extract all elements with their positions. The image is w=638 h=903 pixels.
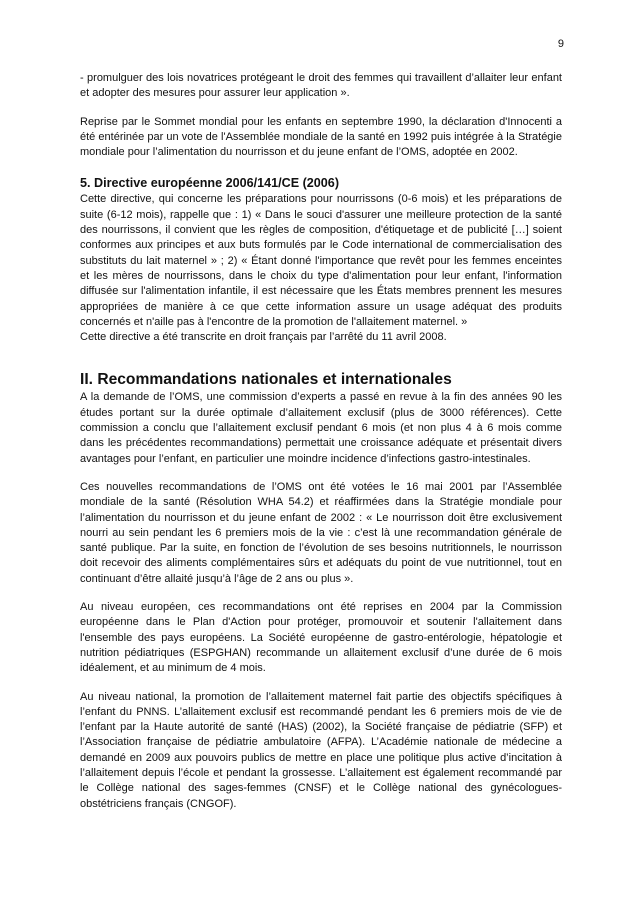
section-5-note: Cette directive a été transcrite en droit français par l’arrêté du 11 avril 2008. (80, 331, 447, 344)
section-5-paragraph: Cette directive, qui concerne les préparations pour nourrissons (0-6 mois) et les préparations de suite (6-12 mois), rappelle que : 1) « Dans le souci d'assurer une meilleure protection de la santé des nourrissons, il convient que les règles de composition, d'étiquetage et de publicité […] soient conformes aux principes et aux buts formulés par le Code international de commercialisation des substituts du lait maternel » ; 2) « Étant donné l'importance que revêt pour les femmes enceintes et les mères de nourrissons, dans le choix du type d'alimentation pour leur enfant, l'information diffusée sur l'alimentation infantile, il est nécessaire que les États membres prennent les mesures appropriées de manière à ce que cette information assure un usage adéquat des produits concernés et n'aille pas à l'encontre de la promotion de l'allaitement maternel. » (80, 193, 562, 328)
section-ii-paragraph: Ces nouvelles recommandations de l’OMS ont été votées le 16 mai 2001 par l’Assemblée mondiale de la santé (Résolution WHA 54.2) et réaffirmées dans la Stratégie mondiale pour l’alimentation du nourrisson et du jeune enfant de 2002 : « Le nourrisson doit être exclusivement nourri au sein pendant les 6 premiers mois de la vie : c’est là une recommandation générale de santé publique. Par la suite, en fonction de l’évolution de ses besoins nutritionnels, le nourrisson doit recevoir des aliments complémentaires sûrs et adéquats du point de vue nutritionnel, tout en continuant d’être allaité jusqu’à l’âge de 2 ans ou plus ». (80, 480, 562, 585)
page-content (80, 71, 562, 812)
section-ii-paragraph: A la demande de l’OMS, une commission d’experts a passé en revue à la fin des années 90 les études portant sur la durée optimale d’allaitement exclusif (plus de 3000 références). Cette commission a conclu que l’allaitement exclusif pendant 6 mois (et non plus 4 à 6 mois comme dans les précédentes recommandations) permettait une croissance adéquate et présentait divers avantages pour l’enfant, en particulier une moindre incidence d’infections gastro-intestinales. (80, 391, 562, 465)
intro-paragraph: - promulguer des lois novatrices protégeant le droit des femmes qui travaillent d’allaiter leur enfant et adopter des mesures pour assurer leur application ». (80, 72, 562, 100)
section-5-heading: 5. Directive européenne 2006/141/CE (2006) (80, 176, 340, 191)
page-number: 9 (557, 38, 564, 50)
intro-paragraph: Reprise par le Sommet mondial pour les enfants en septembre 1990, la déclaration d'Innocenti a été entérinée par un vote de l'Assemblée mondiale de la santé en 1992 puis intégrée à la Stratégie mondiale pour l’alimentation du nourrisson et du jeune enfant de l’OMS, adoptée en 2002. (80, 115, 562, 159)
section-ii-paragraph: Au niveau national, la promotion de l’allaitement maternel fait partie des objectifs spécifiques à l’enfant du PNNS. L’allaitement exclusif est recommandé pendant les 6 premiers mois de vie de l’enfant par la Haute autorité de santé (HAS) (2002), la Société française de pédiatrie (SFP) et l’Association française de pédiatrie ambulatoire (AFPA). L’Académie nationale de médecine a demandé en 2009 aux pouvoirs publics de mettre en place une politique plus active d’incitation à l’allaitement depuis l’école et pendant la grossesse. L’allaitement est également recommandé par le Collège national des sages-femmes (CNSF) et le Collège national des gynécologues-obstétriciens français (CNGOF). (80, 690, 562, 810)
section-ii-paragraph: Au niveau européen, ces recommandations ont été reprises en 2004 par la Commission européenne dans le Plan d'Action pour protéger, promouvoir et soutenir l'allaitement dans l'ensemble des pays européens. La Société européenne de gastro-entérologie, hépatologie et nutrition pédiatriques (ESPGHAN) recommande un allaitement exclusif d’une durée de 6 mois idéalement, et au minimum de 4 mois. (80, 601, 562, 675)
section-ii-heading: II. Recommandations nationales et internationales (80, 371, 452, 389)
